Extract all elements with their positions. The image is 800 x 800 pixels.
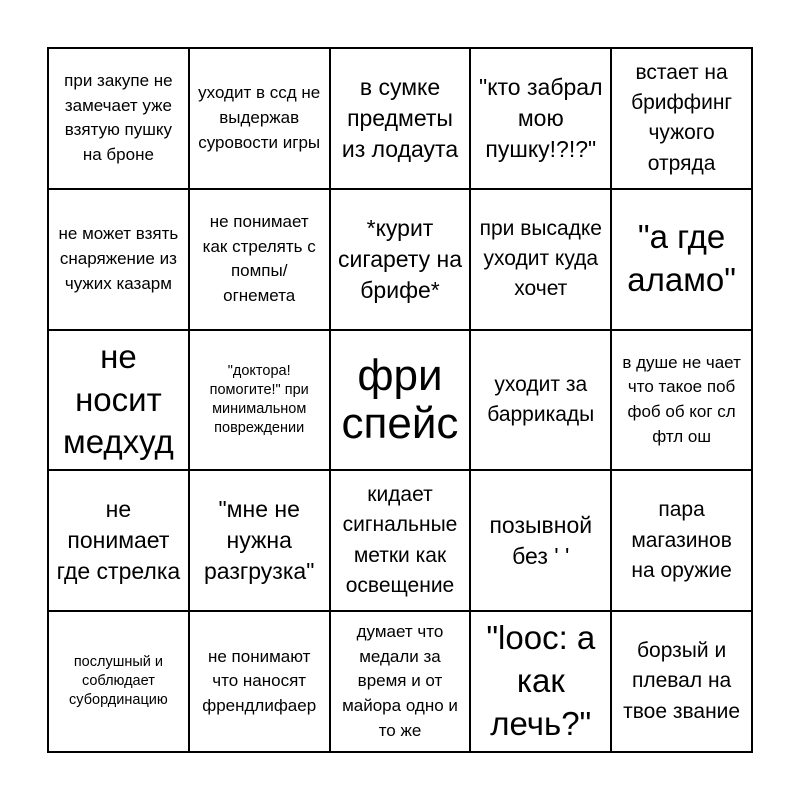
- cell-text: "кто забрал мою пушку!?!?": [479, 73, 603, 162]
- cell-text: при высадке уходит куда хочет: [479, 216, 602, 301]
- cell-text: "доктора! помогите!" при минимальном повреждении: [209, 363, 309, 436]
- bingo-cell[interactable]: [471, 49, 612, 190]
- bingo-cell[interactable]: [331, 49, 472, 190]
- cell-text: "мне не нужна разгрузка": [204, 496, 315, 585]
- bingo-cell[interactable]: [49, 331, 190, 472]
- bingo-cell[interactable]: [49, 49, 190, 190]
- cell-text: в душе не чает что такое поб фоб об ког сл фтл ош: [622, 352, 741, 446]
- bingo-cell[interactable]: [190, 190, 331, 331]
- bingo-card: [47, 47, 753, 753]
- bingo-cell[interactable]: [471, 331, 612, 472]
- cell-text: думает что медали за время и от майора одно и то же: [342, 621, 458, 740]
- cell-text: в сумке предметы из лодаута: [341, 73, 459, 162]
- bingo-cell[interactable]: [49, 471, 190, 612]
- cell-text: "а где аламо": [627, 218, 736, 299]
- cell-text: не понимают что наносят френдлифаер: [202, 646, 317, 715]
- bingo-cell[interactable]: [612, 331, 753, 472]
- bingo-cell[interactable]: [190, 471, 331, 612]
- cell-text: *курит сигарету на брифе*: [337, 214, 462, 303]
- bingo-cell[interactable]: [471, 612, 612, 753]
- cell-text: не понимает как стрелять с помпы/ огнемета: [202, 211, 316, 305]
- cell-text: "looc: а как лечь?": [486, 619, 596, 743]
- cell-text: кидает сигнальные метки как освещение: [342, 482, 458, 598]
- cell-text: уходит в ссд не выдержав суровости игры: [198, 83, 321, 152]
- cell-text: не понимает где стрелка: [56, 496, 181, 585]
- cell-text: борзый и плевал на твое звание: [623, 638, 741, 723]
- cell-text: встает на бриффинг чужого отряда: [631, 60, 733, 175]
- bingo-cell[interactable]: [190, 331, 331, 472]
- cell-text: уходит за баррикады: [487, 372, 595, 426]
- cell-text: позывной без ' ': [489, 511, 593, 569]
- cell-text: пара магазинов на оружие: [631, 498, 732, 582]
- bingo-cell[interactable]: [612, 190, 753, 331]
- cell-text: послушный и соблюдает субординацию: [69, 654, 168, 709]
- bingo-cell[interactable]: [49, 612, 190, 753]
- cell-text: не носит медхуд: [63, 337, 174, 461]
- bingo-cell[interactable]: [190, 612, 331, 753]
- bingo-cell[interactable]: [612, 49, 753, 190]
- cell-text: при закупе не замечает уже взятую пушку на броне: [64, 71, 173, 165]
- bingo-cell[interactable]: [49, 190, 190, 331]
- bingo-cell[interactable]: [331, 190, 472, 331]
- cell-text: фри спейс: [341, 350, 459, 448]
- bingo-cell[interactable]: [612, 471, 753, 612]
- bingo-cell[interactable]: [331, 612, 472, 753]
- cell-text: не может взять снаряжение из чужих казарм: [58, 224, 179, 293]
- bingo-cell[interactable]: [471, 471, 612, 612]
- bingo-cell[interactable]: [612, 612, 753, 753]
- bingo-cell[interactable]: [471, 190, 612, 331]
- free-space-cell[interactable]: [331, 331, 472, 472]
- bingo-cell[interactable]: [331, 471, 472, 612]
- bingo-cell[interactable]: [190, 49, 331, 190]
